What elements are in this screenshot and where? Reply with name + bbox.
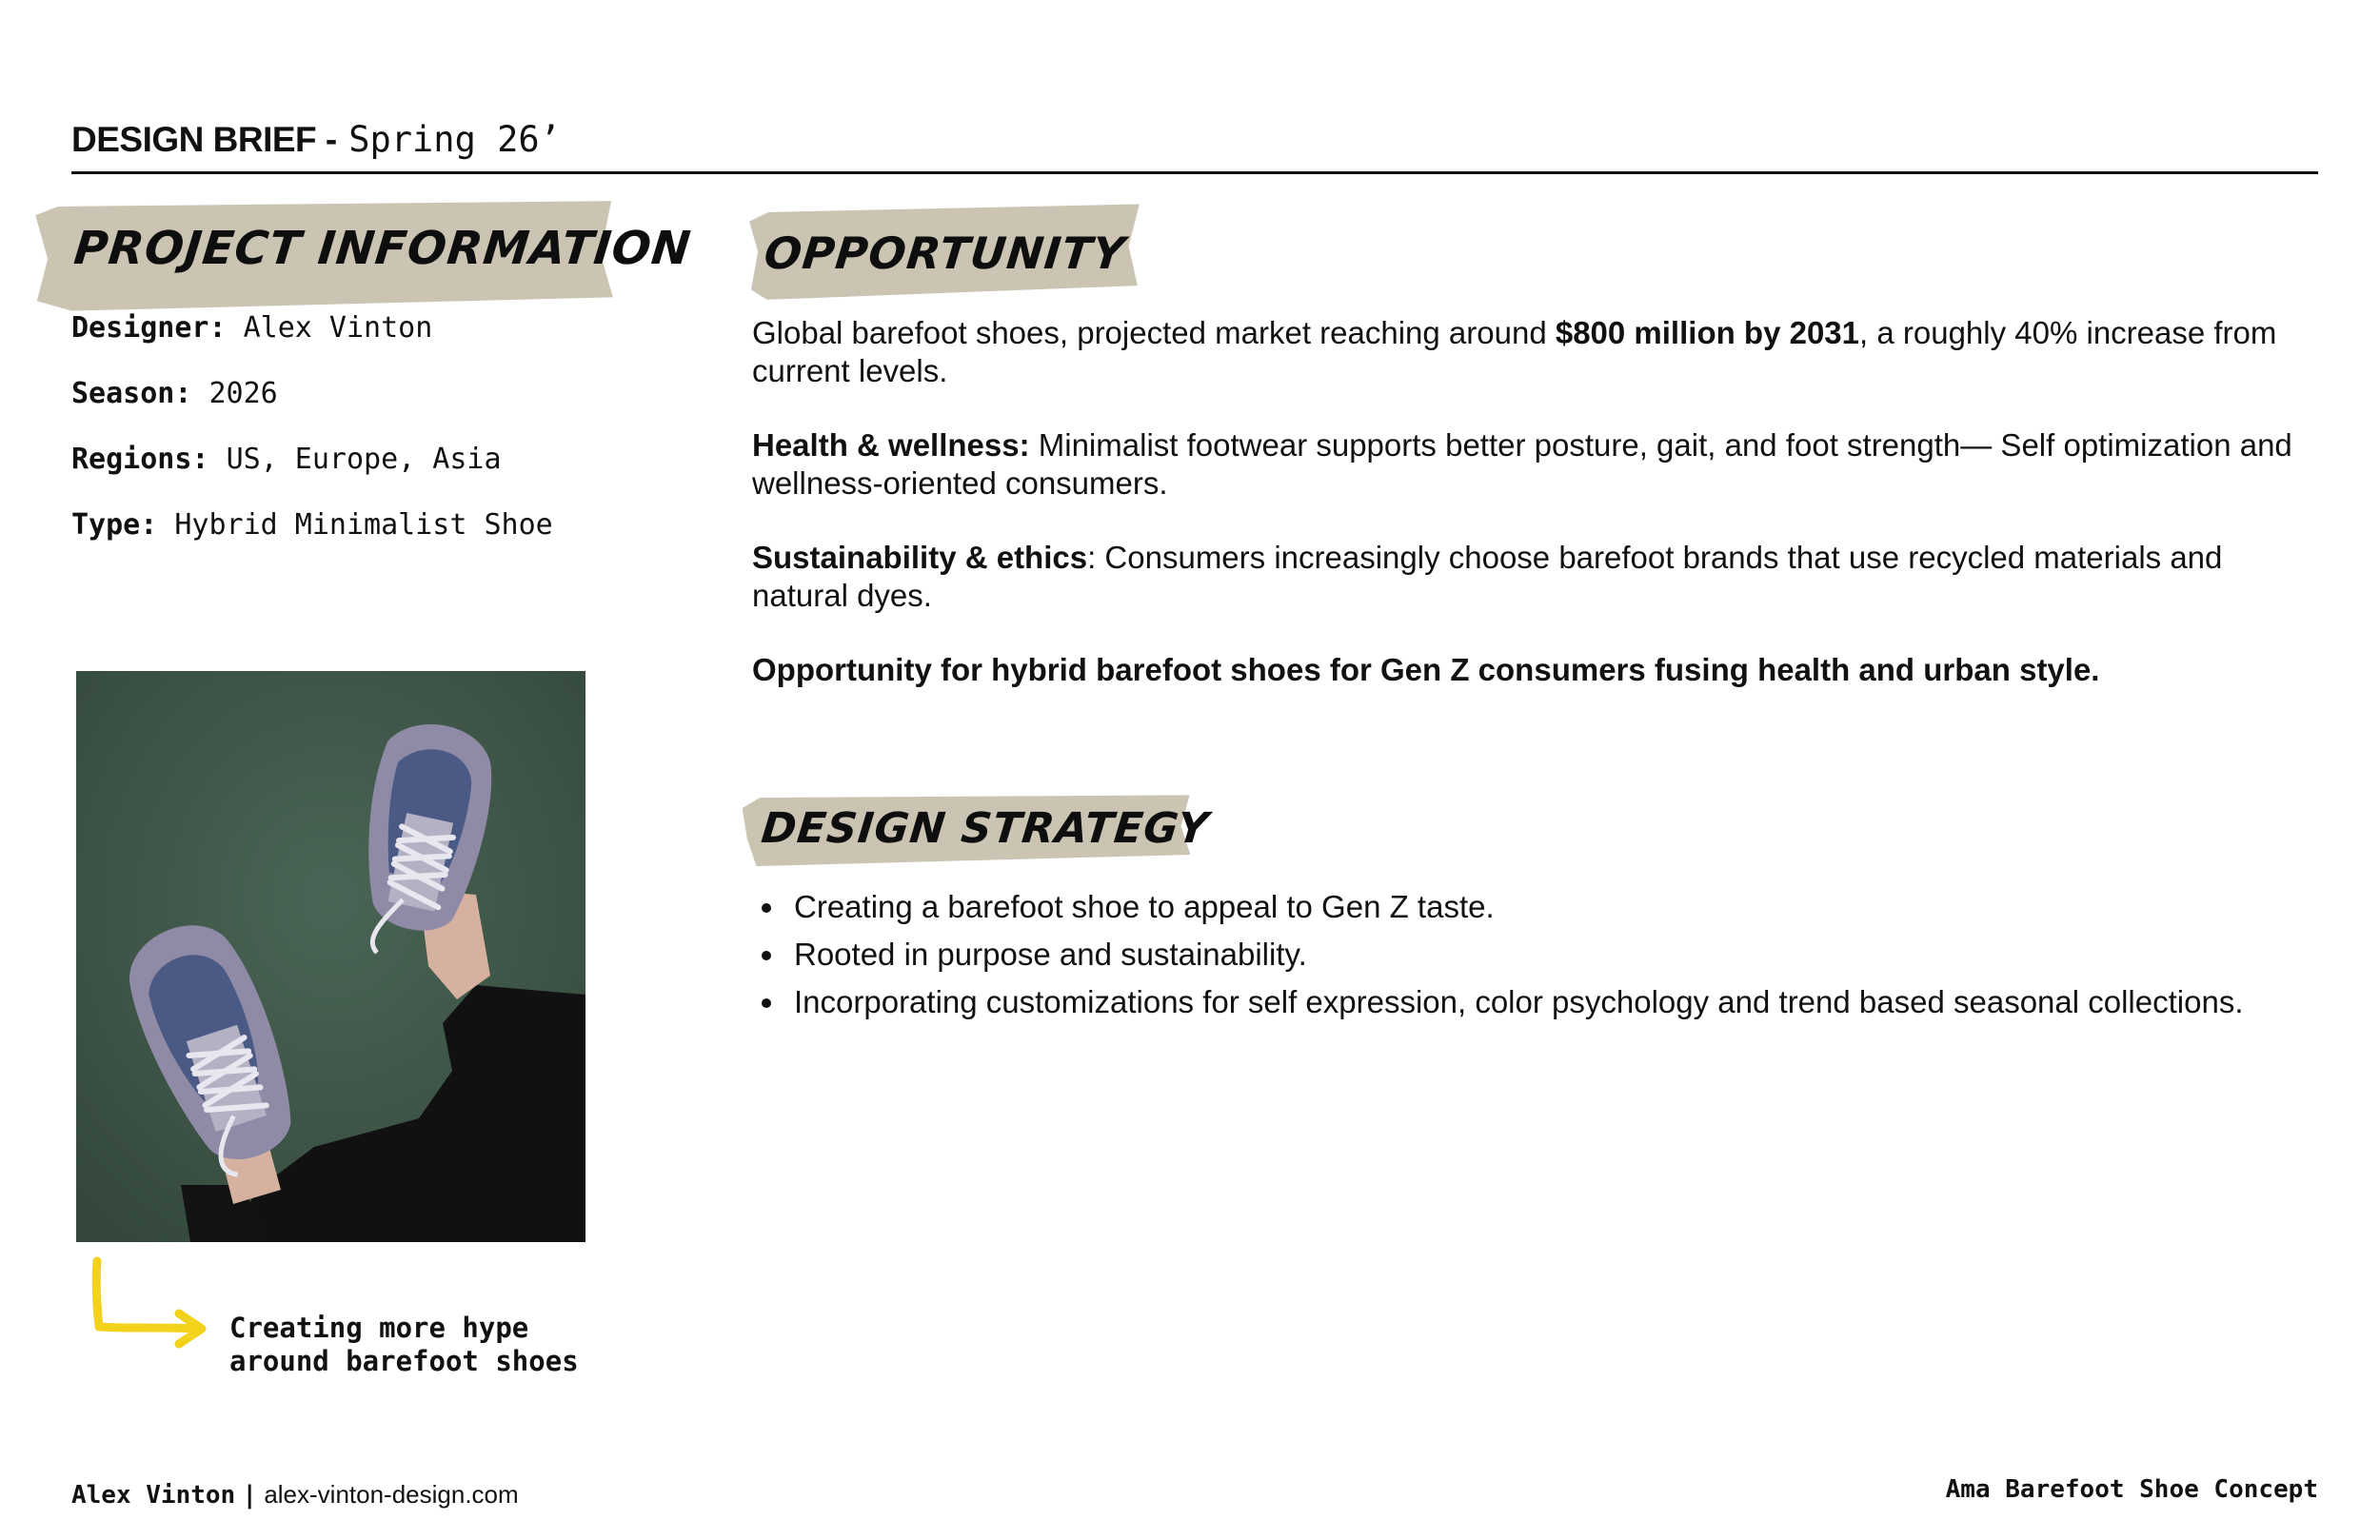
photo-caption — [229, 1312, 579, 1378]
strategy-list — [752, 883, 2244, 1026]
sustainability-paragraph — [752, 539, 2313, 615]
field-label: Season: — [71, 377, 192, 410]
field-value: Alex Vinton — [243, 311, 433, 345]
website-link[interactable]: alex-vinton-design.com — [264, 1480, 519, 1509]
sustainability-label: Sustainability & ethics — [752, 540, 1088, 575]
list-item: Creating a barefoot shoe to appeal to Gen Z taste. — [752, 883, 2244, 931]
design-strategy-heading: DESIGN STRATEGY — [759, 804, 1212, 853]
market-figure: $800 million by 2031 — [1555, 315, 1860, 350]
project-info-heading: PROJECT INFORMATION — [71, 222, 694, 275]
caption-line: Creating more hype — [229, 1312, 529, 1344]
barefoot-shoes-photo — [76, 671, 585, 1242]
opportunity-heading: OPPORTUNITY — [762, 227, 1128, 279]
project-name: Ama Barefoot Shoe Concept — [1945, 1475, 2318, 1504]
footer-separator: | — [242, 1481, 258, 1510]
field-label: Regions: — [71, 443, 209, 476]
caption-line: around barefoot shoes — [229, 1345, 579, 1377]
health-label: Health & wellness: — [752, 427, 1030, 463]
text-span: Global barefoot shoes, projected market reaching around — [752, 315, 1556, 350]
health-paragraph — [752, 426, 2313, 503]
designer-field — [71, 311, 432, 345]
text-span: : Consumers increasingly choose barefoot brands that use recycled materials and natural dyes. — [752, 540, 2223, 613]
field-value: Hybrid Minimalist Shoe — [174, 508, 553, 542]
season-title: Spring 26’ — [348, 119, 561, 160]
page-header — [71, 119, 2318, 174]
arrow-right-icon — [86, 1256, 209, 1352]
opportunity-paragraph — [752, 314, 2313, 390]
field-value: 2026 — [208, 377, 278, 410]
list-item: Rooted in purpose and sustainability. — [752, 931, 2244, 978]
brief-title: DESIGN BRIEF - — [71, 120, 337, 159]
text-span: Minimalist footwear supports better posture, gait, and foot strength— Self optimization and wellness-oriented consumers. — [752, 427, 2292, 501]
list-item: Incorporating customizations for self expression, color psychology and trend based seasonal collections. — [752, 978, 2244, 1026]
field-value: US, Europe, Asia — [226, 443, 502, 476]
type-field — [71, 508, 553, 542]
author-name: Alex Vinton — [71, 1481, 236, 1510]
season-field — [71, 377, 278, 410]
field-label: Designer: — [71, 311, 227, 345]
opportunity-statement — [752, 651, 2313, 689]
text-span: , a roughly 40% increase from current levels. — [752, 315, 2277, 388]
field-label: Type: — [71, 508, 158, 542]
regions-field — [71, 443, 502, 476]
opportunity-summary: Opportunity for hybrid barefoot shoes for Gen Z consumers fusing health and urban style. — [752, 652, 2100, 687]
footer-credit — [71, 1480, 519, 1510]
